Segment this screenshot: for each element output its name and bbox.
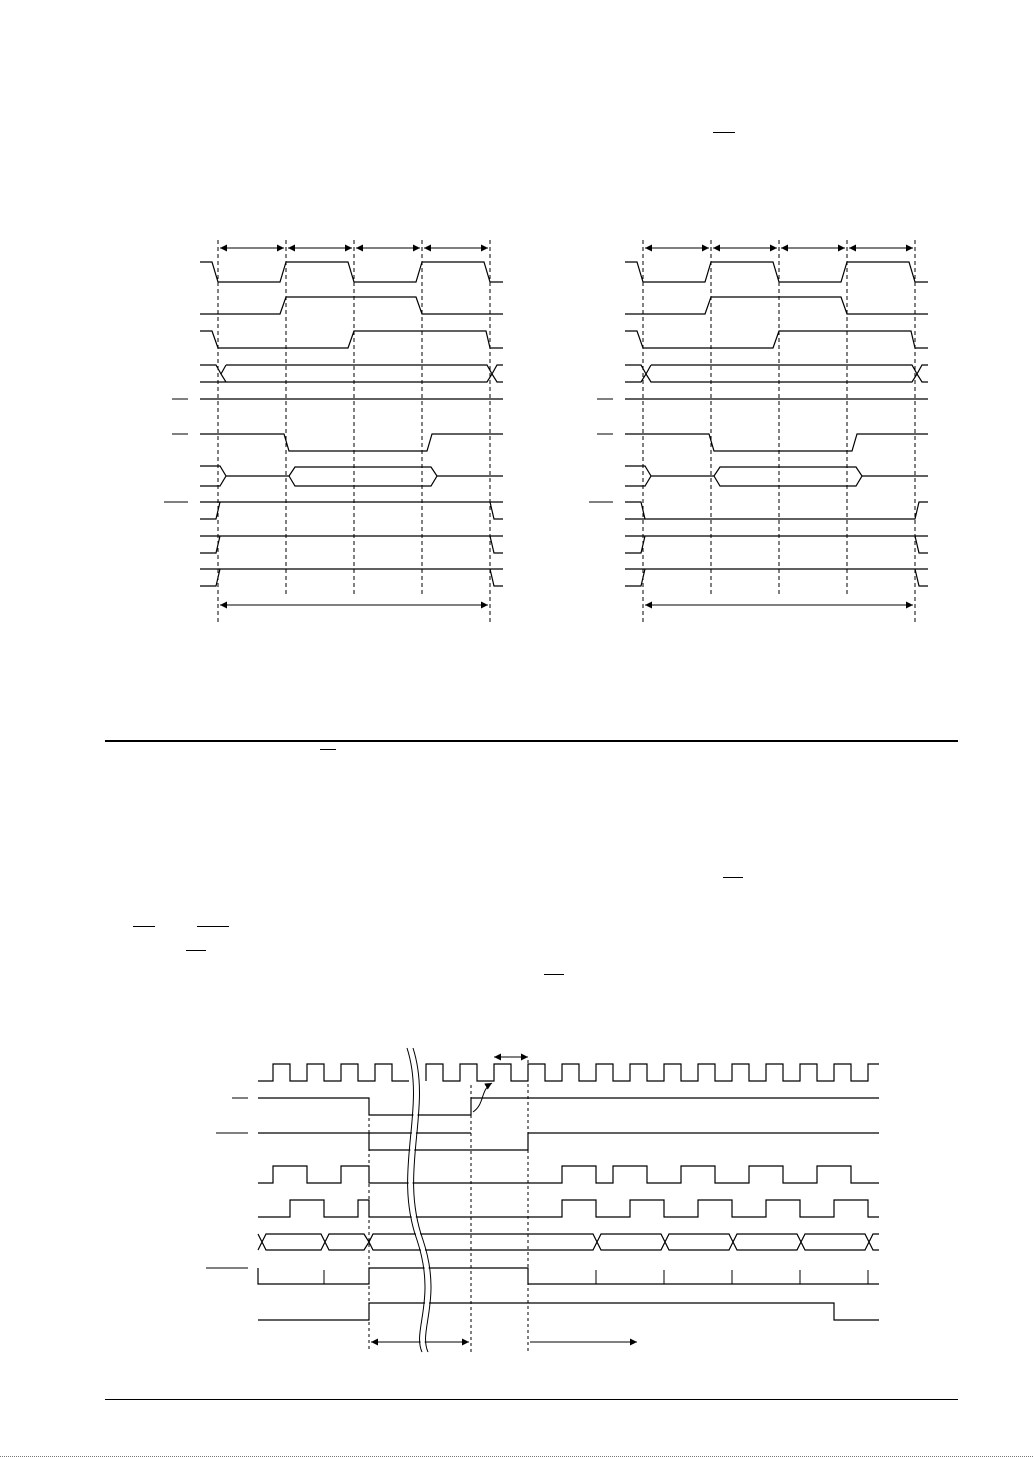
clock-waveform: [200, 262, 503, 282]
signal-waveform: [200, 502, 503, 519]
signal-waveform: [625, 297, 928, 314]
timing-diagram-2: [206, 1048, 879, 1352]
signal-waveform: [200, 569, 503, 586]
signal-waveform: [625, 502, 928, 519]
cycle-guides: [643, 240, 915, 625]
signal-waveform: [258, 1303, 879, 1320]
strobe-waveform: [625, 434, 928, 451]
timing-panel-a: [164, 240, 503, 625]
cycle-guides: [218, 240, 490, 625]
signal-waveform: [258, 1133, 879, 1150]
strobe-waveform: [200, 434, 503, 451]
signal-label-overlines: [206, 1098, 248, 1268]
bus-waveform: [258, 1234, 879, 1250]
signal-label-overlines: [164, 399, 188, 502]
bus-waveform: [625, 365, 928, 382]
clock-waveform: [625, 262, 928, 282]
bus-waveform: [625, 466, 928, 486]
signal-waveform: [625, 331, 928, 348]
signal-waveform: [200, 297, 503, 314]
signal-waveform: [625, 536, 928, 553]
bus-waveform: [200, 365, 503, 382]
signal-waveform: [258, 1166, 879, 1183]
bus-waveform: [200, 466, 503, 486]
cycle-guides: [369, 1060, 528, 1352]
signal-waveform: [200, 331, 503, 348]
signal-waveform: [258, 1200, 879, 1217]
strobe-ticks: [324, 1270, 868, 1284]
signal-waveform: [258, 1098, 879, 1115]
clock-waveform: [258, 1064, 879, 1081]
strobe-waveform: [258, 1268, 879, 1284]
signal-waveform: [200, 536, 503, 553]
signal-label-overlines: [589, 399, 613, 502]
timing-panel-b: [589, 240, 928, 625]
signal-waveform: [625, 569, 928, 586]
